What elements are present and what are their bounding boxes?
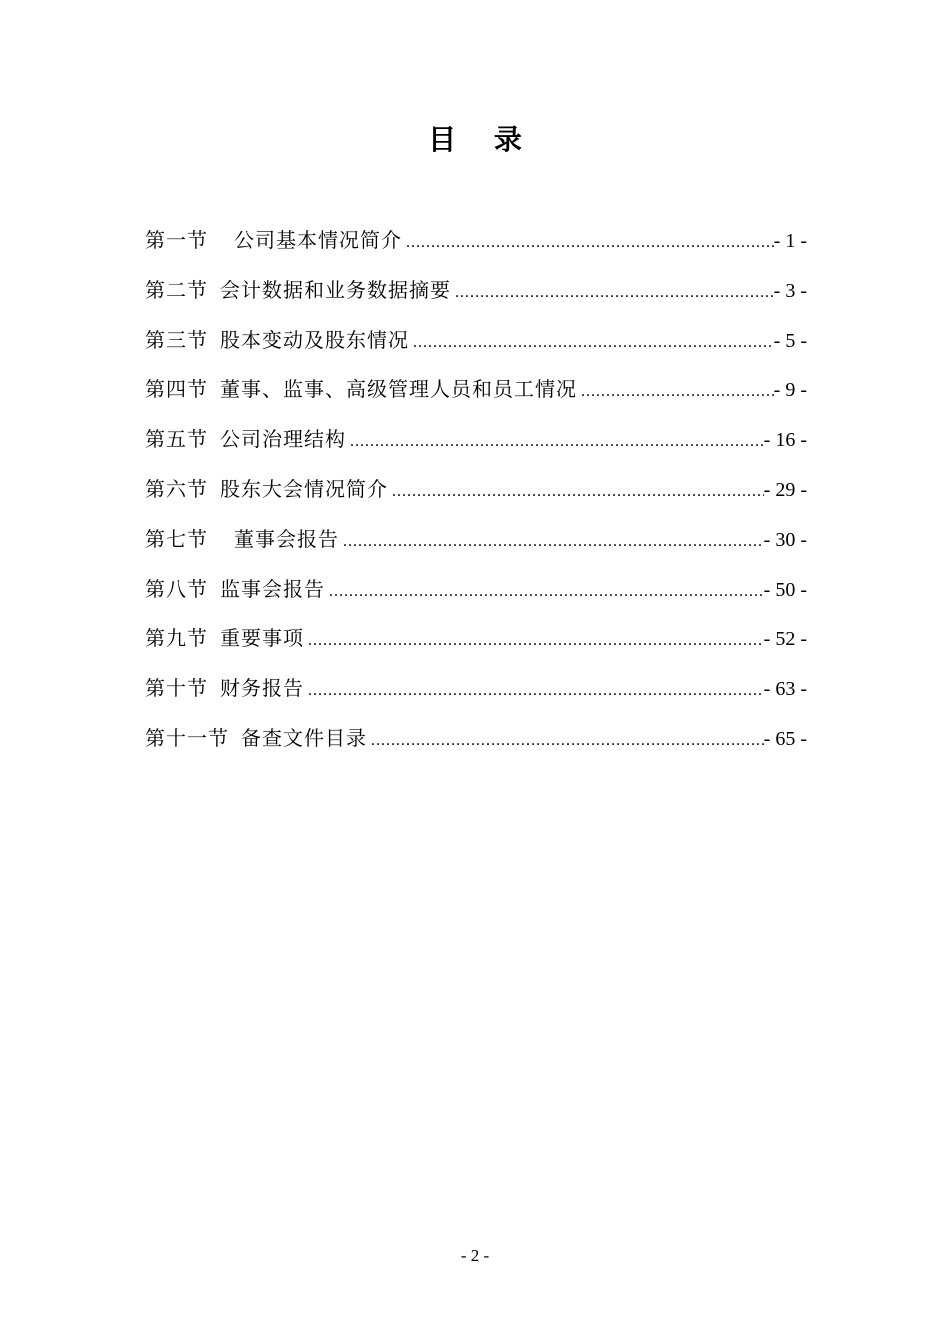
- toc-section-number: 第九节: [145, 626, 208, 651]
- toc-page-number: - 16 -: [763, 429, 807, 452]
- toc-dot-leader: [343, 520, 764, 564]
- toc-section-number: 第三节: [145, 327, 208, 352]
- toc-page-number: - 5 -: [773, 329, 807, 352]
- toc-entry[interactable]: [145, 467, 807, 517]
- toc-entry[interactable]: [145, 666, 807, 716]
- toc-dot-leader: [406, 221, 774, 265]
- toc-page-number: - 29 -: [763, 478, 807, 501]
- toc-heading: 监事会报告: [220, 576, 325, 601]
- toc-heading: 股东大会情况简介: [220, 476, 388, 501]
- toc-entry[interactable]: [145, 417, 807, 467]
- table-of-contents: [145, 218, 807, 766]
- toc-dot-leader: [371, 719, 764, 763]
- toc-page-number: - 1 -: [773, 230, 807, 252]
- toc-page-number: - 3 -: [773, 279, 807, 302]
- toc-dot-leader: [581, 370, 774, 414]
- toc-heading: 股本变动及股东情况: [220, 327, 409, 352]
- toc-dot-leader: [329, 570, 764, 614]
- toc-section-number: 第五节: [145, 427, 208, 452]
- toc-entry[interactable]: [145, 318, 807, 368]
- toc-heading: 董事、监事、高级管理人员和员工情况: [220, 377, 577, 402]
- toc-section-number: 第八节: [145, 576, 208, 601]
- toc-dot-leader: [308, 669, 764, 713]
- toc-section-number: 第七节: [145, 526, 208, 551]
- toc-page-number: - 30 -: [763, 528, 807, 551]
- toc-entry[interactable]: [145, 268, 807, 318]
- toc-entry[interactable]: [145, 716, 807, 766]
- toc-section-number: 第四节: [145, 377, 208, 402]
- toc-page-number: - 9 -: [773, 379, 807, 402]
- toc-heading: 重要事项: [220, 626, 304, 651]
- toc-heading: 公司治理结构: [220, 427, 346, 452]
- toc-section-number: 第六节: [145, 476, 208, 501]
- toc-dot-leader: [455, 271, 774, 315]
- toc-page-number: - 52 -: [763, 628, 807, 651]
- toc-heading: 备查文件目录: [241, 725, 367, 750]
- toc-section-number: 第二节: [145, 277, 208, 302]
- toc-entry[interactable]: [145, 367, 807, 417]
- toc-entry[interactable]: [145, 218, 807, 268]
- toc-entry[interactable]: [145, 616, 807, 666]
- toc-page-number: - 63 -: [763, 678, 807, 701]
- toc-heading: 财务报告: [220, 676, 304, 701]
- toc-page-number: - 50 -: [763, 578, 807, 601]
- page-footer-number: - 2 -: [460, 1246, 490, 1265]
- toc-section-number: 第十节: [145, 676, 208, 701]
- page-title: 目 录: [428, 123, 536, 156]
- toc-heading: 公司基本情况简介: [234, 228, 402, 252]
- toc-entry[interactable]: [145, 517, 807, 567]
- toc-entry[interactable]: [145, 567, 807, 617]
- toc-dot-leader: [413, 321, 774, 365]
- toc-dot-leader: [350, 420, 764, 464]
- toc-section-number: 第十一节: [145, 725, 229, 750]
- toc-dot-leader: [392, 470, 764, 514]
- toc-heading: 会计数据和业务数据摘要: [220, 277, 451, 302]
- toc-page-number: - 65 -: [763, 727, 807, 750]
- toc-dot-leader: [308, 619, 764, 663]
- toc-section-number: 第一节: [145, 228, 208, 252]
- toc-heading: 董事会报告: [234, 526, 339, 551]
